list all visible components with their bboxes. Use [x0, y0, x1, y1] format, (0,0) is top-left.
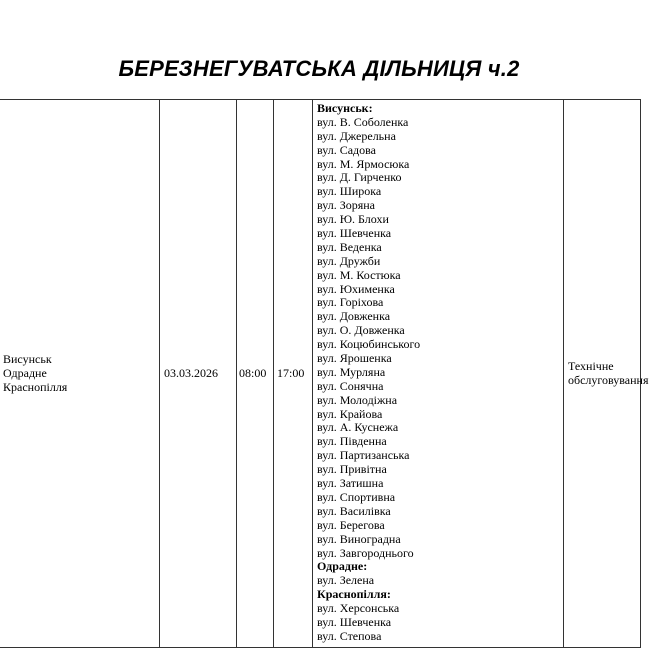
streets-cell [313, 100, 564, 648]
street-item: вул. Завгороднього [317, 545, 414, 560]
settlement-group-heading: Одрадне: [317, 559, 368, 574]
street-item: вул. Спортивна [317, 489, 396, 504]
street-item: вул. Дружби [317, 253, 381, 268]
settlement-name: Одрадне [3, 366, 47, 381]
street-item: вул. Сонячна [317, 378, 384, 393]
outage-schedule-table [0, 99, 649, 648]
street-item: вул. Південна [317, 434, 387, 449]
street-item: вул. Василівка [317, 503, 391, 518]
street-item: вул. Привітна [317, 462, 387, 477]
page-title: БЕРЕЗНЕГУВАТСЬКА ДІЛЬНИЦЯ ч.2 [118, 56, 520, 81]
street-item: вул. Херсонська [317, 601, 400, 616]
settlement-name: Краснопілля [3, 380, 68, 395]
street-item: вул. Ю. Блохи [317, 212, 389, 227]
street-item: вул. Затишна [317, 476, 384, 491]
street-item: вул. Крайова [317, 406, 383, 421]
street-item: вул. В. Соболенка [317, 114, 409, 129]
streets-list [317, 102, 563, 644]
street-item: вул. Широка [317, 184, 382, 199]
time-from-cell: 08:00 [237, 100, 274, 648]
street-item: вул. Садова [317, 142, 376, 157]
settlements-cell [0, 100, 160, 648]
settlement-group-heading: Краснопілля: [317, 587, 391, 602]
street-item: вул. Виноградна [317, 531, 401, 546]
street-item: вул. Веденка [317, 239, 382, 254]
date-cell: 03.03.2026 [160, 100, 237, 648]
street-item: вул. Партизанська [317, 448, 410, 463]
table-row [0, 100, 641, 648]
street-item: вул. О. Довженка [317, 323, 405, 338]
street-item: вул. Коцюбинського [317, 337, 421, 352]
street-item: вул. Шевченка [317, 226, 392, 241]
street-item: вул. Шевченка [317, 614, 392, 629]
reason-text: обслуговування [568, 373, 649, 388]
settlement-group-heading: Висунськ: [317, 101, 373, 115]
street-item: вул. Берегова [317, 517, 385, 532]
street-item: вул. Ярошенка [317, 351, 392, 366]
reason-text: Технічне [568, 359, 614, 374]
street-item: вул. Молодіжна [317, 392, 398, 407]
street-item: вул. Зоряна [317, 198, 375, 213]
street-item: вул. Мурляна [317, 364, 386, 379]
street-item: вул. Довженка [317, 309, 391, 324]
street-item: вул. Джерельна [317, 128, 396, 143]
street-item: вул. Степова [317, 628, 382, 643]
street-item: вул. Юхименка [317, 281, 395, 296]
street-item: вул. М. Костюка [317, 267, 401, 282]
street-item: вул. А. Куснежа [317, 420, 399, 435]
street-item: вул. Горіхова [317, 295, 384, 310]
street-item: вул. Зелена [317, 573, 375, 588]
street-item: вул. Д. Гирченко [317, 170, 402, 185]
settlement-name: Висунськ [3, 352, 52, 367]
reason-cell [564, 100, 649, 648]
time-to-cell: 17:00 [274, 100, 313, 648]
street-item: вул. М. Ярмосюка [317, 156, 410, 171]
